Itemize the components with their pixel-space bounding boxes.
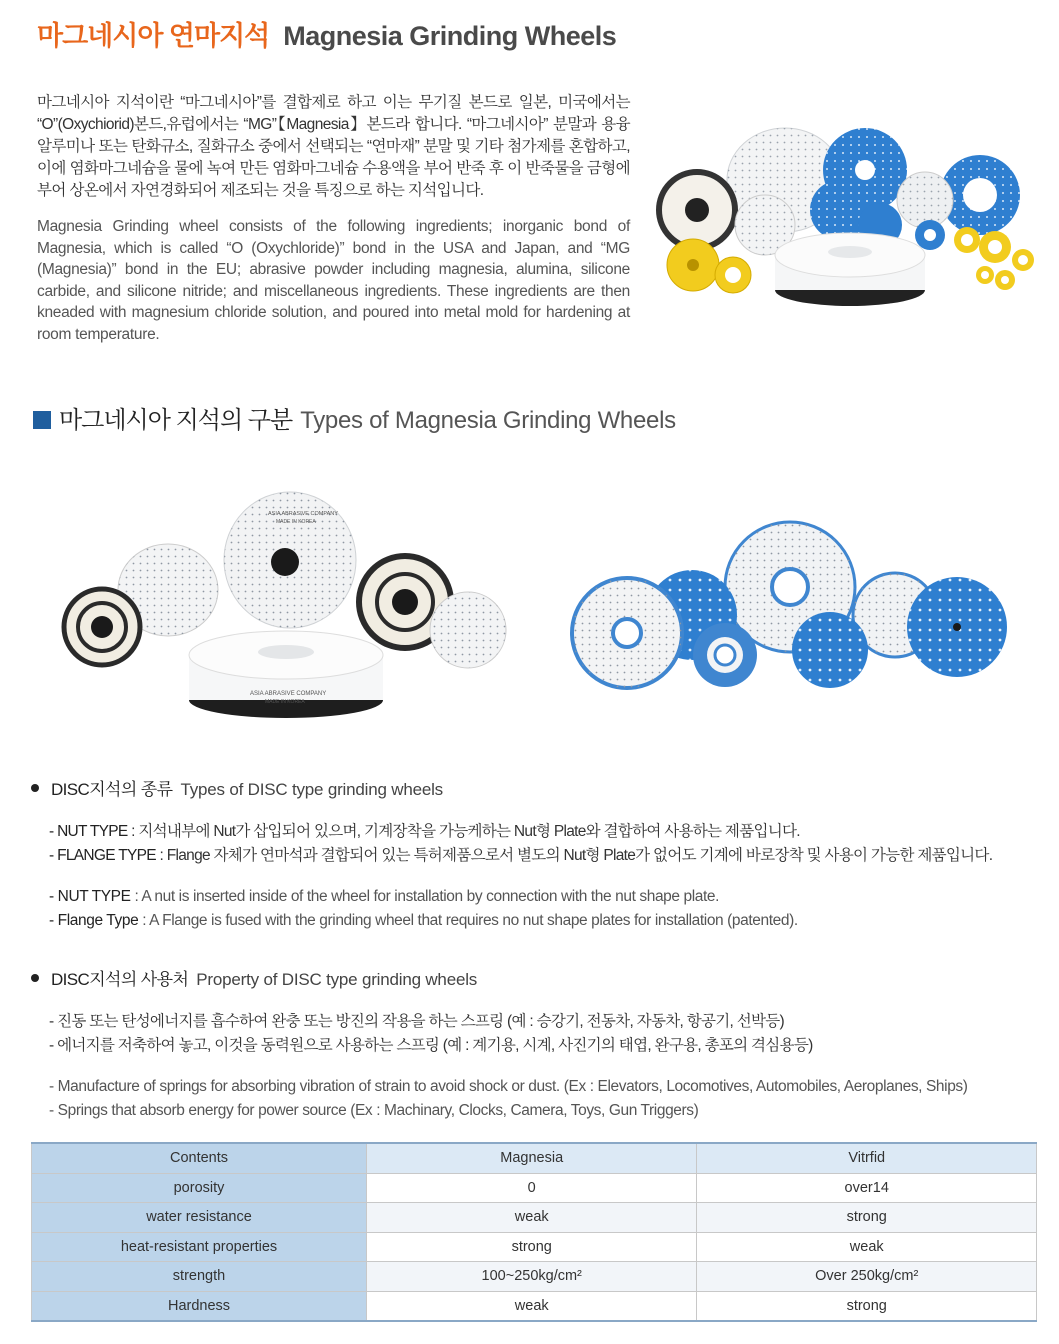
term: - NUT TYPE xyxy=(49,888,131,905)
section-title-english: Types of Magnesia Grinding Wheels xyxy=(300,407,676,434)
term: - NUT TYPE xyxy=(49,823,128,840)
desc: : A Flange is fused with the grinding wheel that requires no nut shape plates for installation (patented). xyxy=(138,912,798,929)
desc: : 지석내부에 Nut가 삽입되어 있으며, 기계장착을 가능케하는 Nut형 Plate와 결합하여 사용하는 제품입니다. xyxy=(127,823,800,840)
term: - FLANGE TYPE xyxy=(49,847,156,864)
product-photo-blue-wheels xyxy=(565,515,1015,695)
property-line-ko-1: - 진동 또는 탄성에너지를 흡수하여 완충 또는 방진의 작용을 하는 스프링 (예 : 승강기, 전동차, 자동차, 항공기, 선박등) xyxy=(49,1013,785,1030)
table-header-cell: Contents xyxy=(32,1143,367,1173)
table-cell: Over 250kg/cm² xyxy=(697,1262,1037,1292)
section-heading xyxy=(33,400,676,435)
types-line-ko-2 xyxy=(49,843,992,865)
table-row xyxy=(32,1232,1037,1262)
types-heading xyxy=(31,775,443,800)
table-cell: strong xyxy=(697,1291,1037,1321)
property-heading xyxy=(31,965,477,990)
page-title-korean: 마그네시아 연마지석 xyxy=(37,21,270,51)
section-title-korean: 마그네시아 지석의 구분 xyxy=(59,407,293,434)
types-heading-english: Types of DISC type grinding wheels xyxy=(180,780,443,799)
section-square-icon xyxy=(33,411,51,429)
desc: : A nut is inserted inside of the wheel for installation by connection with the nut shape plate. xyxy=(130,888,720,905)
table-row-label: Hardness xyxy=(32,1291,367,1321)
desc: : Flange 자체가 연마석과 결합되어 있는 특허제품으로서 별도의 Nut형 Plate가 없어도 기계에 바로장착 및 사용이 가능한 제품입니다. xyxy=(155,847,993,864)
table-row-label: porosity xyxy=(32,1173,367,1203)
table-row xyxy=(32,1203,1037,1233)
types-line-ko-1 xyxy=(49,819,800,841)
intro-english: Magnesia Grinding wheel consists of the following ingredients; inorganic bond of Magnesia, which is called “O (Oxychloride)” bond in the USA and Japan, and “MG (Magnesia)” bond in the EU; abrasive powder including magnesia, alumina, silicone carbide, and silicone nitride; and miscellaneous ingredients. These ingredients are then kneaded with magnesium chloride solution, and poured into metal mold for hardening at room temperature. xyxy=(37,218,630,343)
table-row-label: water resistance xyxy=(32,1203,367,1233)
product-photo-assorted-wheels xyxy=(655,125,1045,310)
table-cell: weak xyxy=(367,1203,697,1233)
types-line-en-1 xyxy=(49,888,719,906)
product-photo-disc-wheels xyxy=(60,490,520,725)
table-cell: 100~250kg/cm² xyxy=(367,1262,697,1292)
term: - Flange Type xyxy=(49,912,139,929)
bullet-icon xyxy=(31,784,39,792)
types-line-en-2 xyxy=(49,912,798,930)
table-cell: strong xyxy=(697,1203,1037,1233)
property-heading-korean: DISC지석의 사용처 xyxy=(51,970,189,989)
table-row xyxy=(32,1291,1037,1321)
wheel-label-made: MADE IN KOREA xyxy=(265,699,305,705)
types-heading-korean: DISC지석의 종류 xyxy=(51,780,173,799)
property-line-en-1: - Manufacture of springs for absorbing vibration of strain to avoid shock or dust. (Ex : Elevators, Locomotives, Automobiles, Aeroplanes, Ships) xyxy=(49,1078,968,1095)
bullet-icon xyxy=(31,974,39,982)
property-line-en-2: - Springs that absorb energy for power source (Ex : Machinary, Clocks, Camera, Toys, Gun Triggers) xyxy=(49,1102,699,1119)
property-heading-english: Property of DISC type grinding wheels xyxy=(196,970,478,989)
table-cell: strong xyxy=(367,1232,697,1262)
table-row xyxy=(32,1262,1037,1292)
table-header-cell: Magnesia xyxy=(367,1143,697,1173)
wheel-label-made: MADE IN KOREA xyxy=(276,519,316,525)
page-title-english: Magnesia Grinding Wheels xyxy=(283,21,617,51)
table-header-cell: Vitrfid xyxy=(697,1143,1037,1173)
wheel-label-company: ASIA ABRASIVE COMPANY xyxy=(250,691,327,697)
comparison-table xyxy=(31,1142,1037,1322)
table-cell: weak xyxy=(697,1232,1037,1262)
table-row-label: heat-resistant properties xyxy=(32,1232,367,1262)
table-row xyxy=(32,1173,1037,1203)
property-line-ko-2: - 에너지를 저축하여 놓고, 이것을 동력원으로 사용하는 스프링 (예 : 계기용, 시계, 사진기의 태엽, 완구용, 총포의 격심용등) xyxy=(49,1037,813,1054)
table-cell: weak xyxy=(367,1291,697,1321)
wheel-label-company: ASIA ABRASIVE COMPANY xyxy=(268,511,338,517)
table-cell: over14 xyxy=(697,1173,1037,1203)
intro-korean: 마그네시아 지석이란 “마그네시아”를 결합제로 하고 이는 무기질 본드로 일본, 미국에서는 “O”(Oxychiorid)본드,유럽에서는 “MG”【Magnesia】본드라 합니다. “마그네시아” 분말과 용융알루미나 또는 탄화규소, 질화규소 중에서 선택되는 “연마재” 분말 및 기타 첨가제를 혼합하고, 이에 염화마그네슘을 물에 녹여 만든 염화마그네슘 수용액을 부어 반죽 후 이 반죽물을 금형에 부어 상온에서 자연경화되어 제조되는 것을 특징으로 하는 지석입니다. xyxy=(37,94,630,199)
table-cell: 0 xyxy=(367,1173,697,1203)
page-header xyxy=(37,14,616,53)
table-header-row xyxy=(32,1143,1037,1173)
table-row-label: strength xyxy=(32,1262,367,1292)
